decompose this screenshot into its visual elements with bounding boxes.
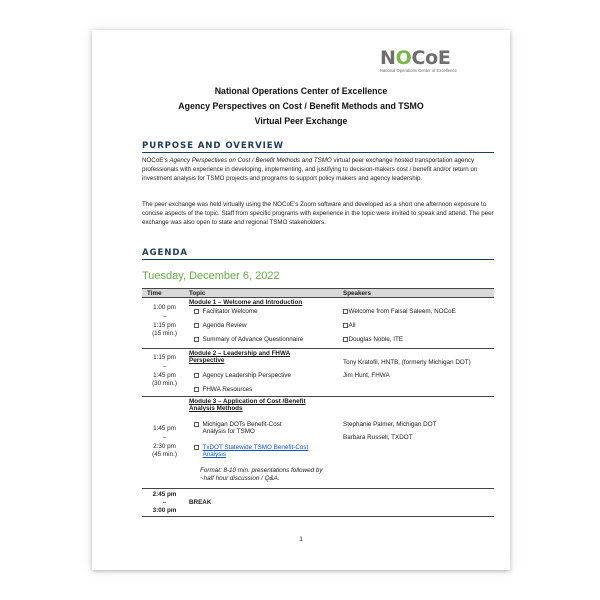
purpose-paragraph-1: NOCoE’s Agency Perspectives on Cost / Benefit Methods and TSMO virtual peer exchange hosted transportation agency professionals with experience in developing, implementing, and justifying to decision-makers cost / benefit and/or return on investment analysis for TSMO projects and programs to support policy makers and agency leadership.: [142, 157, 478, 183]
agenda-row-break: [142, 489, 494, 517]
module-3-title: Module 3 – Application of Cost /Benefit Analysis Methods: [189, 398, 306, 413]
col-header-time: Time: [147, 289, 162, 297]
agenda-table: [142, 288, 494, 517]
logo-wordmark: NOCoE: [380, 47, 451, 69]
document-title: [92, 84, 510, 129]
title-line-1: National Operations Center of Excellence: [214, 86, 388, 96]
module-3-speaker-2: Barbara Russell, TXDOT: [343, 434, 413, 441]
page-number: 1: [299, 536, 303, 543]
checkbox-icon: [343, 309, 348, 315]
agenda-heading: AGENDA: [142, 248, 188, 258]
agenda-row-module-1: [142, 298, 494, 349]
checkbox-icon: [194, 445, 199, 451]
module-3-item-2[interactable]: [194, 444, 308, 459]
module-1-item-2: Agenda Review: [194, 322, 247, 329]
checkbox-icon: [194, 373, 199, 379]
module-1-item-1: Facilitator Welcome: [194, 308, 258, 315]
module-1-speaker-3: Douglas Noble, ITE: [343, 336, 403, 343]
agenda-date: Tuesday, December 6, 2022: [142, 270, 280, 282]
agenda-row-module-2: [142, 349, 494, 397]
checkbox-icon: [343, 323, 348, 329]
title-line-3: Virtual Peer Exchange: [254, 116, 348, 126]
module-2-item-2: FHWA Resources: [194, 386, 252, 393]
agenda-rule: [142, 259, 494, 260]
module-1-item-3: Summary of Advance Questionnaire: [194, 336, 303, 343]
checkbox-icon: [194, 422, 199, 428]
module-3-time: 1:45 pm – 2:30 pm (45 min.): [152, 425, 177, 459]
module-2-speaker-1: Tony Kratofil, HNTB, (formerly Michigan DOT): [343, 359, 471, 366]
checkbox-icon: [194, 387, 199, 393]
module-1-speaker-2: All: [343, 322, 356, 329]
purpose-heading: PURPOSE AND OVERVIEW: [142, 141, 284, 151]
purpose-rule: [142, 152, 494, 153]
module-1-time: 1:00 pm – 1:15 pm (15 min.): [152, 304, 177, 338]
checkbox-icon: [194, 337, 199, 343]
checkbox-icon: [343, 337, 348, 343]
checkbox-icon: [194, 323, 199, 329]
col-header-topic: Topic: [189, 289, 206, 297]
col-header-speakers: Speakers: [343, 289, 372, 297]
txdot-link[interactable]: TxDOT Statewide TSMO Benefit-Cost Analysis: [202, 444, 309, 459]
module-1-title: Module 1 – Welcome and Introduction: [189, 299, 303, 306]
agenda-table-header: [142, 288, 494, 298]
logo-subtitle: National Operations Center of Excellence: [380, 68, 457, 73]
checkbox-icon: [194, 309, 199, 315]
module-2-time: 1:15 pm – 1:45 pm (30 min.): [152, 354, 177, 388]
title-line-2: Agency Perspectives on Cost / Benefit Methods and TSMO: [178, 101, 424, 111]
module-2-speaker-2: Jim Hunt, FHWA: [343, 372, 390, 379]
module-1-speaker-1: Welcome from Faisal Saleem, NOCoE: [343, 308, 456, 315]
purpose-paragraph-2: The peer exchange was held virtually using the NOCoE’s Zoom software and developed as a short one afternoon exposure to concise aspects of the topic. Staff from specific programs with experience in the topic were invited to speak and attend. The peer exchange was also open to state and regional TSMO stakeholders.: [142, 201, 494, 227]
agenda-row-module-3: [142, 397, 494, 489]
module-2-item-1: Agency Leadership Perspective: [194, 372, 291, 379]
document-page: [92, 30, 510, 570]
module-3-format-note: Format: 8-10 min. presentations followed by ~half hour discussion / Q&A.: [200, 467, 323, 482]
break-time: 2:45 pm – 3:00 pm: [152, 491, 177, 515]
break-label: BREAK: [189, 499, 212, 506]
module-3-item-1: Michigan DOTs Benefit-Cost Analysis for TSMO: [194, 421, 282, 436]
module-3-speaker-1: Stephanie Palmer, Michigan DOT: [343, 421, 437, 428]
nocoe-logo: [380, 48, 484, 80]
module-2-title: Module 2 – Leadership and FHWA Perspective: [189, 350, 291, 365]
